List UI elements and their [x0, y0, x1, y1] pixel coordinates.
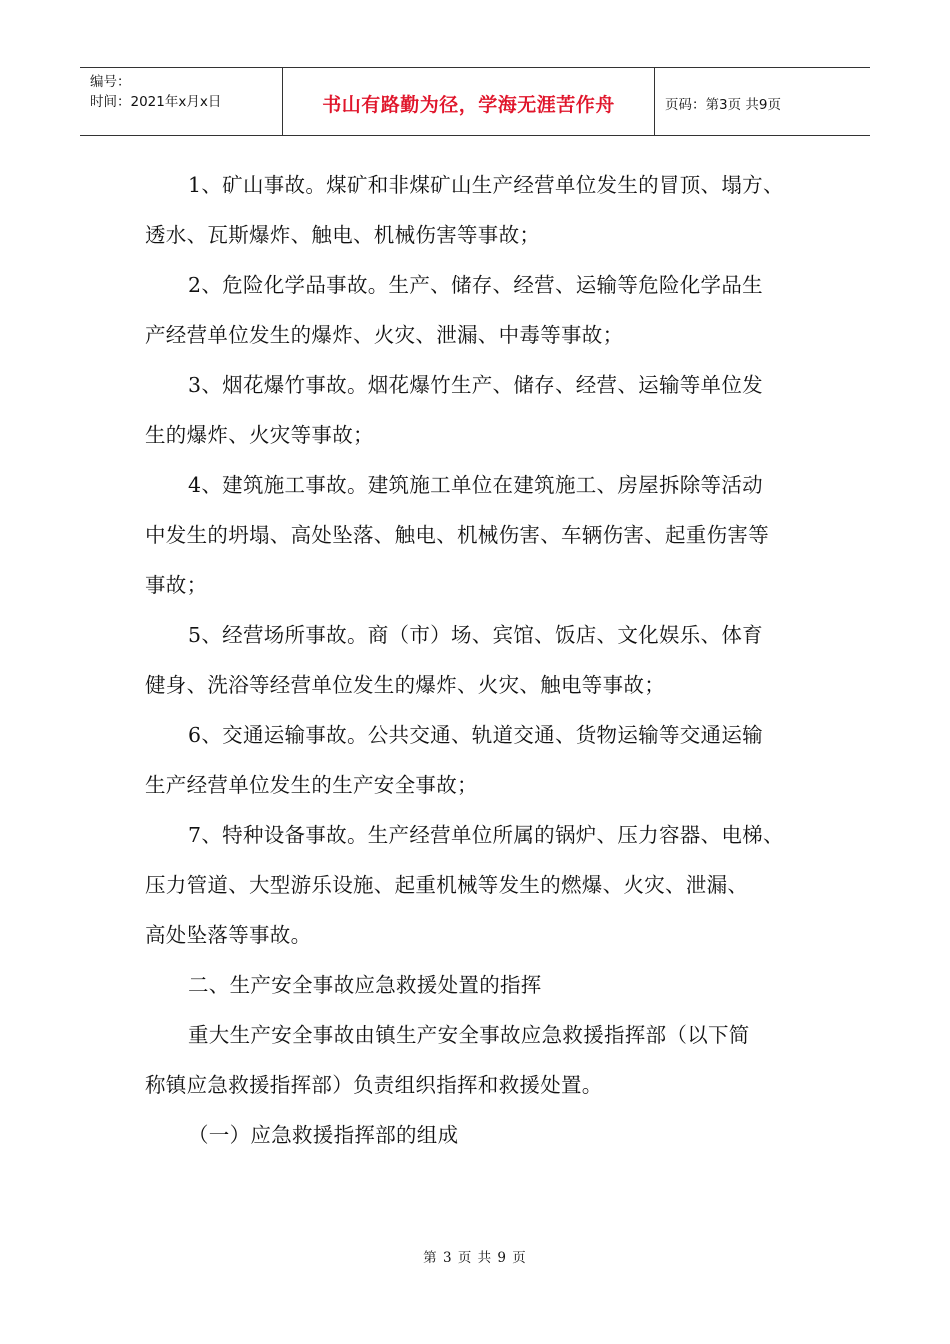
body-text-line: 事故；	[145, 573, 208, 597]
body-text-line: 压力管道、大型游乐设施、起重机械等发生的燃爆、火灾、泄漏、	[145, 873, 749, 897]
body-text-line: 生产经营单位发生的生产安全事故；	[145, 773, 478, 797]
header-meta-cell	[80, 68, 283, 135]
header-motto-cell	[283, 68, 655, 135]
footer-page-number: 第 3 页 共 9 页	[423, 1250, 527, 1266]
body-text-line: 透水、瓦斯爆炸、触电、机械伤害等事故；	[145, 223, 541, 247]
body-text-line: 3、烟花爆竹事故。烟花爆竹生产、储存、经营、运输等单位发	[188, 373, 763, 397]
document-number-label: 编号：	[90, 74, 131, 90]
header-page-cell	[655, 68, 870, 135]
body-text-line: 7、特种设备事故。生产经营单位所属的锅炉、压力容器、电梯、	[188, 823, 784, 847]
body-text-line: 二、生产安全事故应急救援处置的指挥	[188, 973, 542, 997]
header-page-code: 页码：第3页 共9页	[665, 96, 781, 113]
body-text-line: 产经营单位发生的爆炸、火灾、泄漏、中毒等事故；	[145, 323, 624, 347]
document-body	[145, 160, 835, 1160]
body-text-line: 2、危险化学品事故。生产、储存、经营、运输等危险化学品生	[188, 273, 763, 297]
document-date-label: 时间：2021年x月x日	[90, 94, 222, 110]
body-text-line: 1、矿山事故。煤矿和非煤矿山生产经营单位发生的冒顶、塌方、	[188, 173, 784, 197]
document-header	[80, 67, 870, 136]
body-text-line: 4、建筑施工事故。建筑施工单位在建筑施工、房屋拆除等活动	[188, 473, 763, 497]
body-text-line: 高处坠落等事故。	[145, 923, 312, 947]
page-footer	[0, 1246, 950, 1266]
body-text-line: 健身、洗浴等经营单位发生的爆炸、火灾、触电等事故；	[145, 673, 665, 697]
body-text-line: 中发生的坍塌、高处坠落、触电、机械伤害、车辆伤害、起重伤害等	[145, 523, 769, 547]
body-text-line: 称镇应急救援指挥部）负责组织指挥和救援处置。	[145, 1073, 603, 1097]
header-motto: 书山有路勤为径，学海无涯苦作舟	[322, 94, 615, 116]
body-text-line: 5、经营场所事故。商（市）场、宾馆、饭店、文化娱乐、体育	[188, 623, 763, 647]
body-text-line: 重大生产安全事故由镇生产安全事故应急救援指挥部（以下简	[188, 1023, 750, 1047]
body-text-line: （一）应急救援指挥部的组成	[188, 1123, 459, 1147]
body-text-line: 生的爆炸、火灾等事故；	[145, 423, 374, 447]
body-text-line: 6、交通运输事故。公共交通、轨道交通、货物运输等交通运输	[188, 723, 763, 747]
